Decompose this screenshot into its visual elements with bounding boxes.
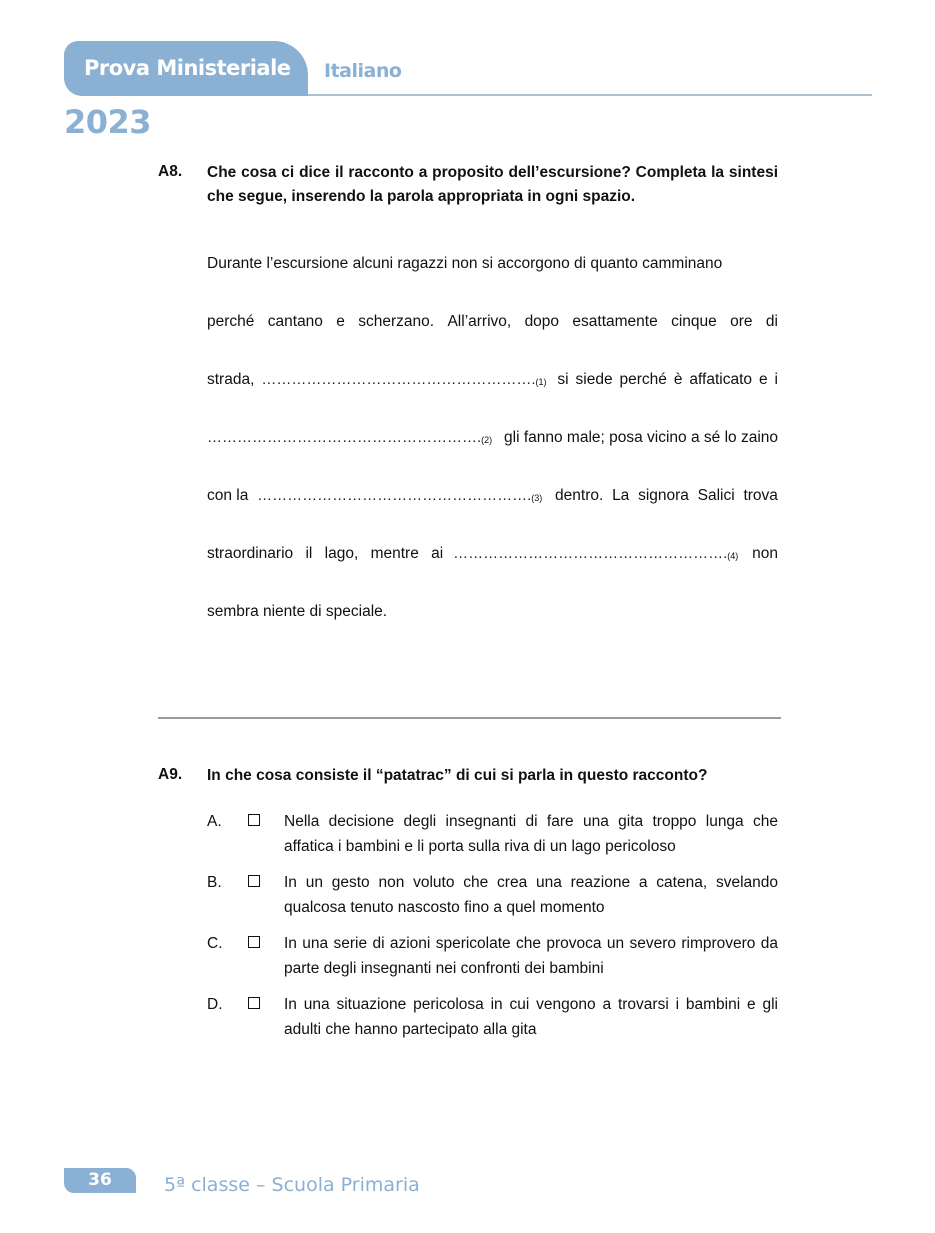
cloze-word: con la bbox=[207, 487, 249, 504]
blank-2[interactable] bbox=[207, 429, 496, 447]
cloze-text: straordinario il lago, mentre ai bbox=[207, 545, 444, 562]
cloze-word: dentro. bbox=[555, 487, 604, 504]
cloze-word: dopo bbox=[524, 313, 560, 330]
blank-dots: ………………………………………………. bbox=[261, 371, 536, 388]
cloze-word: ore bbox=[730, 313, 753, 330]
option-text: In una situazione pericolosa in cui vengono a trovarsi i bambini e gli adulti che hanno partecipato alla gita bbox=[284, 996, 778, 1038]
cloze-word: scherzano. bbox=[358, 313, 435, 330]
blank-number: (4) bbox=[727, 551, 739, 561]
cloze-line bbox=[207, 487, 778, 509]
option-text: In un gesto non voluto che crea una reazione a catena, svelando qualcosa tenuto nascosto fino a quel momento bbox=[284, 874, 778, 916]
blank-dots: ………………………………………………. bbox=[257, 487, 532, 504]
cloze-word: di bbox=[765, 313, 778, 330]
question-number-a8: A8. bbox=[158, 163, 183, 180]
cloze-word: perché bbox=[619, 371, 667, 388]
cloze-line bbox=[207, 545, 778, 567]
cloze-word: siede bbox=[575, 371, 613, 388]
cloze-line bbox=[207, 313, 778, 335]
cloze-text: sembra niente di speciale. bbox=[207, 603, 388, 620]
footer-label: 5ª classe – Scuola Primaria bbox=[164, 1174, 420, 1196]
cloze-word: trova bbox=[743, 487, 778, 504]
option-letter: D. bbox=[207, 996, 223, 1013]
cloze-word: non bbox=[752, 545, 778, 562]
cloze-word: cinque bbox=[671, 313, 717, 330]
blank-4[interactable] bbox=[453, 545, 742, 563]
cloze-text: gli fanno male; posa vicino a sé lo zaino bbox=[504, 429, 778, 446]
cloze-text: Durante l’escursione alcuni ragazzi non si accorgono di quanto camminano bbox=[207, 255, 723, 272]
header-year: 2023 bbox=[64, 103, 152, 141]
blank-dots: ………………………………………………. bbox=[207, 429, 482, 446]
cloze-word: i bbox=[774, 371, 778, 388]
blank-dots: ………………………………………………. bbox=[453, 545, 728, 562]
page-number: 36 bbox=[88, 1170, 112, 1190]
question-number-a9: A9. bbox=[158, 766, 183, 783]
cloze-line bbox=[207, 371, 778, 393]
option-text: In una serie di azioni spericolate che provoca un severo rimprovero da parte degli insegnanti nei confronti dei bambini bbox=[284, 935, 778, 977]
question-prompt-a9: In che cosa consiste il “patatrac” di cui si parla in questo racconto? bbox=[207, 767, 708, 784]
header-subject: Italiano bbox=[324, 60, 402, 82]
cloze-word: e bbox=[758, 371, 768, 388]
cloze-line bbox=[207, 603, 778, 625]
cloze-word: strada, bbox=[207, 371, 255, 388]
blank-number: (3) bbox=[531, 493, 543, 503]
blank-number: (1) bbox=[535, 377, 547, 387]
cloze-word: cantano bbox=[267, 313, 323, 330]
option-text: Nella decisione degli insegnanti di fare una gita troppo lunga che affatica i bambini e li porta sulla riva di un lago pericoloso bbox=[284, 813, 778, 855]
cloze-word: è bbox=[673, 371, 683, 388]
cloze-line bbox=[207, 255, 778, 277]
cloze-word: perché bbox=[207, 313, 255, 330]
cloze-word: esattamente bbox=[572, 313, 658, 330]
option-letter: A. bbox=[207, 813, 222, 830]
blank-number: (2) bbox=[481, 435, 493, 445]
option-letter: C. bbox=[207, 935, 223, 952]
cloze-line bbox=[207, 429, 778, 451]
checkbox-icon[interactable] bbox=[248, 936, 260, 948]
cloze-word: affaticato bbox=[689, 371, 753, 388]
cloze-word: La bbox=[612, 487, 630, 504]
option-letter: B. bbox=[207, 874, 222, 891]
cloze-word: All’arrivo, bbox=[447, 313, 512, 330]
cloze-word: signora bbox=[638, 487, 689, 504]
section-divider bbox=[158, 717, 781, 719]
checkbox-icon[interactable] bbox=[248, 814, 260, 826]
blank-1[interactable] bbox=[261, 371, 550, 389]
blank-3[interactable] bbox=[257, 487, 546, 505]
cloze-word: si bbox=[557, 371, 569, 388]
question-prompt-a8: Che cosa ci dice il racconto a proposito dell’escursione? Completa la sintesi che segue, inserendo la parola appropriata in ogni spazio. bbox=[207, 164, 778, 205]
checkbox-icon[interactable] bbox=[248, 875, 260, 887]
header-title: Prova Ministeriale bbox=[84, 56, 291, 80]
cloze-word: Salici bbox=[697, 487, 735, 504]
cloze-word: e bbox=[336, 313, 345, 330]
header-rule bbox=[308, 94, 872, 96]
checkbox-icon[interactable] bbox=[248, 997, 260, 1009]
